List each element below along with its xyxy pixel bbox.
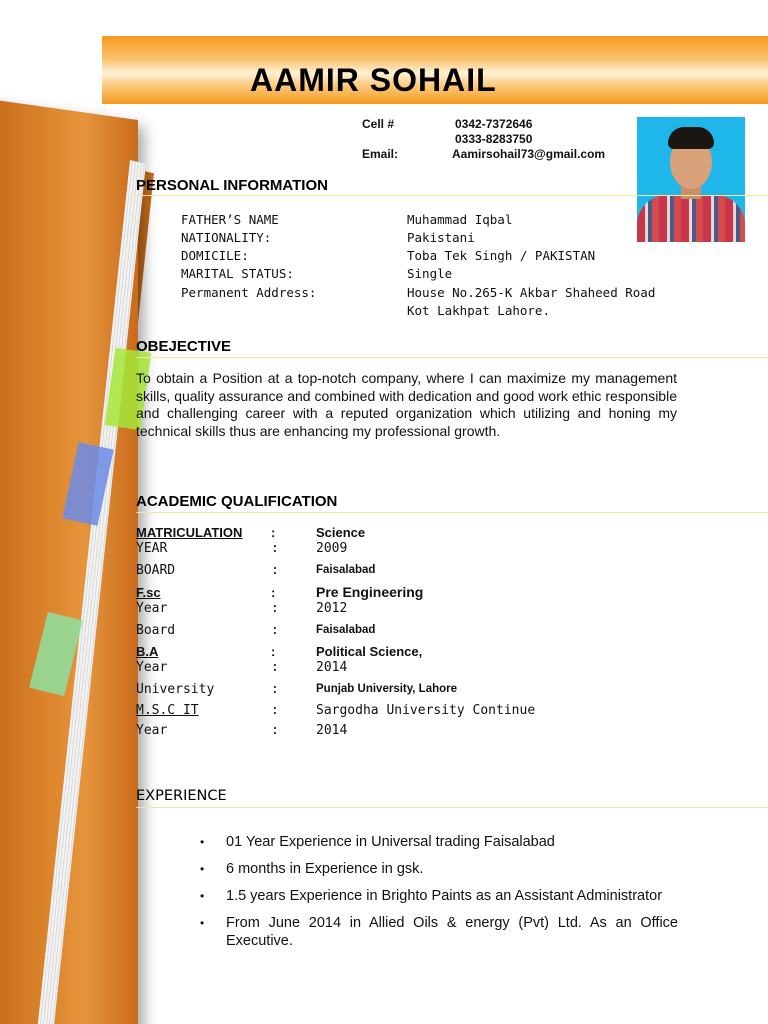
aq-label-year: Year (136, 723, 168, 738)
aq-value-year: 2009 (316, 541, 348, 556)
pi-value-marital: Single (407, 266, 453, 281)
list-item (200, 887, 678, 905)
profile-photo (637, 117, 745, 242)
aq-label-university: University (136, 682, 215, 697)
objective-rule (136, 357, 768, 358)
aq-value-matric: Science (316, 525, 366, 540)
aq-label-msc: M.S.C IT (136, 703, 199, 718)
aq-sep: : (271, 644, 276, 659)
aq-label-fsc: F.sc (136, 585, 161, 600)
experience-text: 1.5 years Experience in Brighto Paints as an Assistant Administrator (226, 888, 663, 904)
bullet-icon: • (200, 835, 205, 849)
aq-sep: : (271, 541, 279, 556)
pi-label-domicile: DOMICILE: (181, 248, 249, 263)
pi-label-marital: MARITAL STATUS: (181, 266, 294, 281)
aq-value-msc: Sargodha University Continue (316, 703, 536, 718)
pi-value-domicile: Toba Tek Singh / PAKISTAN (407, 248, 596, 263)
photo-shirt (637, 195, 745, 242)
objective-text: To obtain a Position at a top-notch company, where I can maximize my management skills, quality assurance and combined with dedication and good work ethic responsible and challenging career with a reputed organization which utilizing and honing my technical skills thus are enhancing my professional growth. (136, 370, 677, 439)
list-item (200, 914, 678, 950)
personal-info-heading: PERSONAL INFORMATION (136, 177, 328, 194)
pi-value-address-line2: Kot Lakhpat Lahore. (407, 303, 550, 318)
aq-sep: : (271, 623, 279, 638)
academic-heading: ACADEMIC QUALIFICATION (136, 493, 338, 510)
list-item (200, 860, 678, 878)
aq-label-year: Year (136, 660, 168, 675)
aq-sep: : (271, 525, 276, 540)
pi-value-father: Muhammad Iqbal (407, 212, 513, 227)
experience-rule (136, 807, 768, 808)
personal-info-rule (136, 195, 768, 196)
aq-label-year: Year (136, 601, 168, 616)
pi-value-nationality: Pakistani (407, 230, 475, 245)
aq-sep: : (271, 660, 279, 675)
aq-sep: : (271, 682, 279, 697)
experience-text: 01 Year Experience in Universal trading Faisalabad (226, 834, 555, 850)
aq-value-fsc: Pre Engineering (316, 584, 424, 600)
aq-sep: : (271, 563, 279, 578)
bullet-icon: • (200, 862, 205, 876)
pi-label-nationality: NATIONALITY: (181, 230, 272, 245)
aq-label-matric: MATRICULATION (136, 525, 243, 540)
cell-label: Cell # (362, 117, 395, 131)
aq-value-university: Punjab University, Lahore (316, 683, 458, 695)
photo-hair (668, 127, 714, 149)
email-label: Email: (362, 147, 399, 161)
aq-value-year: 2012 (316, 601, 348, 616)
bullet-icon: • (200, 889, 205, 903)
aq-sep: : (271, 601, 279, 616)
experience-list (200, 833, 678, 959)
academic-rule (136, 512, 768, 513)
cell-number-1: 0342-7372646 (455, 117, 533, 131)
candidate-name: AAMIR SOHAIL (250, 62, 497, 98)
cell-number-2: 0333-8283750 (455, 132, 533, 146)
bullet-icon: • (200, 916, 205, 930)
aq-sep: : (271, 703, 279, 718)
experience-heading: EXPERIENCE (136, 788, 227, 804)
pi-label-address: Permanent Address: (181, 285, 317, 300)
aq-label-board: BOARD (136, 563, 176, 578)
aq-label-board: Board (136, 623, 176, 638)
aq-value-board: Faisalabad (316, 624, 376, 636)
list-item (200, 833, 678, 851)
aq-label-ba: B.A (136, 644, 159, 659)
pi-label-father: FATHER’S NAME (181, 212, 279, 227)
objective-heading: OBEJECTIVE (136, 338, 232, 355)
aq-label-year: YEAR (136, 541, 168, 556)
aq-value-board: Faisalabad (316, 564, 376, 576)
experience-text: From June 2014 in Allied Oils & energy (Pvt) Ltd. As an Office Executive. (226, 915, 678, 949)
aq-value-ba: Political Science, (316, 644, 423, 659)
experience-text: 6 months in Experience in gsk. (226, 861, 424, 877)
email-address: Aamirsohail73@gmail.com (452, 147, 606, 161)
aq-sep: : (271, 585, 276, 600)
aq-value-year: 2014 (316, 660, 348, 675)
aq-sep: : (271, 723, 279, 738)
aq-value-year: 2014 (316, 723, 348, 738)
pi-value-address: House No.265-K Akbar Shaheed Road (407, 285, 656, 300)
